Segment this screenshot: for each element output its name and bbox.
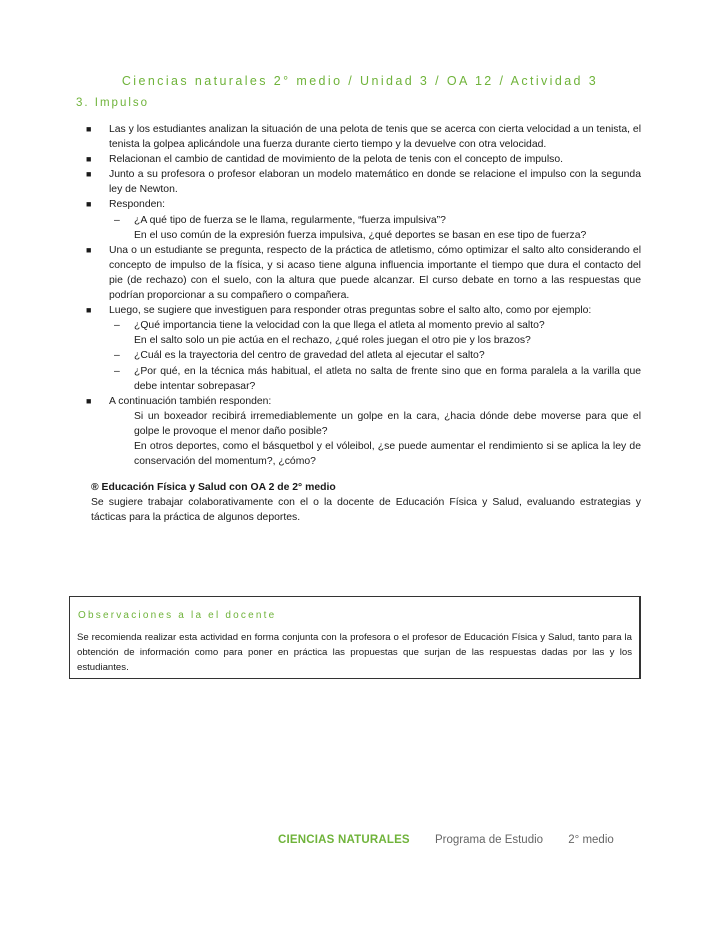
square-bullet-icon: ■ (86, 305, 92, 316)
dash-bullet-icon: – (114, 214, 120, 226)
square-bullet-icon: ■ (86, 244, 92, 255)
list-item (76, 152, 641, 167)
square-bullet-icon: ■ (86, 169, 92, 180)
sub-list-item-continuation: En el salto solo un pie actúa en el rechazo, ¿qué roles juegan el otro pie y los brazos? (134, 335, 531, 347)
sub-list (109, 213, 641, 243)
activity-list (76, 122, 641, 469)
observations-title: Observaciones a la el docente (78, 610, 277, 621)
page-footer (278, 834, 614, 846)
list-item-text: Las y los estudiantes analizan la situación de una pelota de tenis que se acerca con cierta velocidad a un tenista, el tenista la golpea aplicándole una fuerza durante cierto tiempo y la devuelve con otra velocidad. (109, 124, 641, 151)
page-header: Ciencias naturales 2° medio / Unidad 3 / OA 12 / Actividad 3 (121, 74, 599, 88)
list-item-paragraph: Si un boxeador recibirá irremediablemente un golpe en la cara, ¿hacia dónde debe moverse para que el golpe le provoque el menor daño posible? (134, 410, 641, 437)
dash-bullet-icon: – (114, 320, 120, 332)
dash-bullet-icon: – (114, 350, 120, 362)
footer-subject: CIENCIAS NATURALES (278, 834, 410, 846)
sub-list-item-text: ¿A qué tipo de fuerza se le llama, regularmente, “fuerza impulsiva”? (134, 214, 446, 226)
sub-list-item-continuation: En el uso común de la expresión fuerza impulsiva, ¿qué deportes se basan en ese tipo de fuerza? (134, 229, 587, 241)
list-item-text: Responden: (109, 199, 166, 211)
list-item-text: A continuación también responden: (109, 395, 272, 407)
sub-list-item-text: ¿Qué importancia tiene la velocidad con la que llega el atleta al momento previo al salto? (134, 320, 545, 332)
square-bullet-icon: ■ (86, 124, 92, 134)
sub-list-item-text: ¿Por qué, en la técnica más habitual, el atleta no salta de frente sino que en forma paralela a la varilla que debe intentar sobrepasar? (134, 365, 641, 392)
list-item (76, 243, 641, 303)
cross-subject-text: Se sugiere trabajar colaborativamente con el o la docente de Educación Física y Salud, evaluando estrategias y tácticas para la práctica de algunos deportes. (91, 497, 641, 524)
cross-subject-note (76, 480, 641, 525)
list-item (76, 122, 641, 152)
list-item (76, 394, 641, 469)
square-bullet-icon: ■ (86, 395, 92, 406)
observations-text: Se recomienda realizar esta actividad en forma conjunta con la profesora o el profesor de Educación Física y Salud, tanto para la obtención de información como para poner en práctica las propuestas que surjan de las respuestas dadas por las y los estudiantes. (77, 632, 632, 673)
sub-list-item (109, 348, 641, 363)
sub-list-item (109, 364, 641, 394)
section-title: 3. Impulso (76, 97, 150, 109)
sub-list (109, 318, 641, 393)
dash-bullet-icon: – (114, 365, 120, 377)
footer-program: Programa de Estudio (435, 834, 544, 846)
footer-grade: 2° medio (568, 834, 614, 846)
list-item-text: Junto a su profesora o profesor elaboran un modelo matemático en donde se relacione el impulso con la segunda ley de Newton. (109, 169, 641, 196)
list-item-text: Relacionan el cambio de cantidad de movimiento de la pelota de tenis con el concepto de impulso. (109, 154, 564, 166)
list-item (76, 197, 641, 242)
square-bullet-icon: ■ (86, 154, 92, 165)
sub-list-item-text: ¿Cuál es la trayectoria del centro de gravedad del atleta al ejecutar el salto? (134, 350, 485, 362)
list-item (76, 167, 641, 197)
list-item-text: Luego, se sugiere que investiguen para responder otras preguntas sobre el salto alto, como por ejemplo: (109, 305, 592, 317)
cross-subject-title: ® Educación Física y Salud con OA 2 de 2° medio (91, 482, 336, 494)
activity-content (76, 122, 641, 525)
sub-list-item (109, 318, 641, 348)
teacher-observations-box (69, 596, 641, 679)
list-item-paragraph: En otros deportes, como el básquetbol y el vóleibol, ¿se puede aumentar el rendimiento si se aplica la ley de conservación del momentum?, ¿cómo? (134, 440, 641, 468)
sub-list-item (109, 213, 641, 243)
square-bullet-icon: ■ (86, 199, 92, 210)
list-item (76, 303, 641, 394)
list-item-text: Una o un estudiante se pregunta, respecto de la práctica de atletismo, cómo optimizar el salto alto considerando el concepto de impulso de la física, y si acaso tiene alguna influencia importante el tiempo que dura el contacto del pie (de rechazo) con el suelo, con la altura que puede alcanzar. El curso debate en torno a las respuestas que podrían proporcionar a su compañero o compañera. (109, 244, 641, 302)
